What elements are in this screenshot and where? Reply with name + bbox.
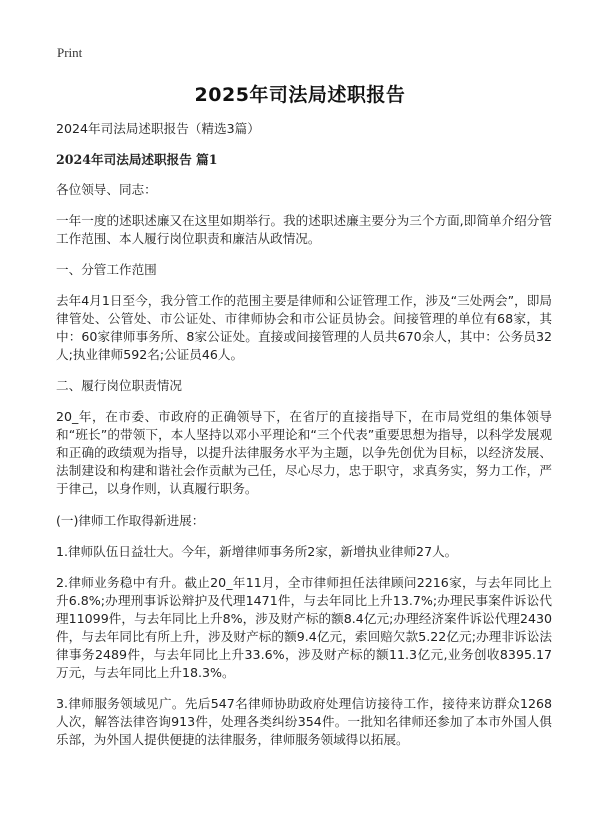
heading-duties: 二、履行岗位职责情况 [56, 378, 182, 393]
print-link[interactable]: Print [57, 45, 83, 60]
document-body [56, 120, 552, 749]
document-subtitle: 2024年司法局述职报告（精选3篇） [56, 121, 260, 136]
paragraph-intro: 一年一度的述职述廉又在这里如期举行。我的述职述廉主要分为三个方面,即简单介绍分管工作范围、本人履行岗位职责和廉洁从政情况。 [56, 213, 552, 246]
section-heading: 2024年司法局述职报告 篇1 [56, 152, 218, 167]
heading-scope: 一、分管工作范围 [56, 262, 157, 277]
paragraph-greeting: 各位领导、同志： [56, 182, 157, 197]
paragraph-item-2: 2.律师业务稳中有升。截止20_年11月，全市律师担任法律顾问2216家，与去年同比上升6.8%;办理刑事诉讼辩护及代理1471件，与去年同比上升13.7%;办理民事案件诉讼代理11099件，与去年同比上升8%，涉及财产标的额8.4亿元;办理经济案件诉讼代理2430件，与去年同比有所上升，涉及财产标的额9.4亿元，索回赔欠款5.22亿元;办理非诉讼法律事务2489件，与去年同比上升33.6%，涉及财产标的额11.3亿元,业务创收8395.17万元，与去年同比上升18.3%。 [56, 575, 552, 680]
document-title: 2025年司法局述职报告 [194, 84, 406, 106]
heading-lawyer-progress: (一)律师工作取得新进展： [56, 513, 205, 528]
paragraph-duties: 20_年，在市委、市政府的正确领导下，在省厅的直接指导下，在市局党组的集体领导和“班长”的带领下，本人坚持以邓小平理论和“三个代表”重要思想为指导，以科学发展观和正确的政绩观为指导，以提升法律服务水平为主题，以争先创优为目标，以经济发展、法制建设和构建和谐社会作贡献为己任，尽心尽力，忠于职守，求真务实，努力工作，严于律己，以身作则，认真履行职务。 [56, 409, 552, 496]
paragraph-scope: 去年4月1日至今，我分管工作的范围主要是律师和公证管理工作，涉及“三处两会”，即局律管处、公管处、市公证处、市律师协会和市公证员协会。间接管理的单位有68家，其中：60家律师事务所、8家公证处。直接或间接管理的人员共670余人，其中：公务员32人;执业律师592名;公证员46人。 [56, 293, 552, 362]
paragraph-item-3: 3.律师服务领域见广。先后547名律师协助政府处理信访接待工作，接待来访群众1268人次，解答法律咨询913件，处理各类纠纷354件。一批知名律师还参加了本市外国人俱乐部，为外国人提供便捷的法律服务，律师服务领域得以拓展。 [56, 696, 552, 747]
paragraph-item-1: 1.律师队伍日益壮大。今年，新增律师事务所2家，新增执业律师27人。 [56, 544, 458, 559]
